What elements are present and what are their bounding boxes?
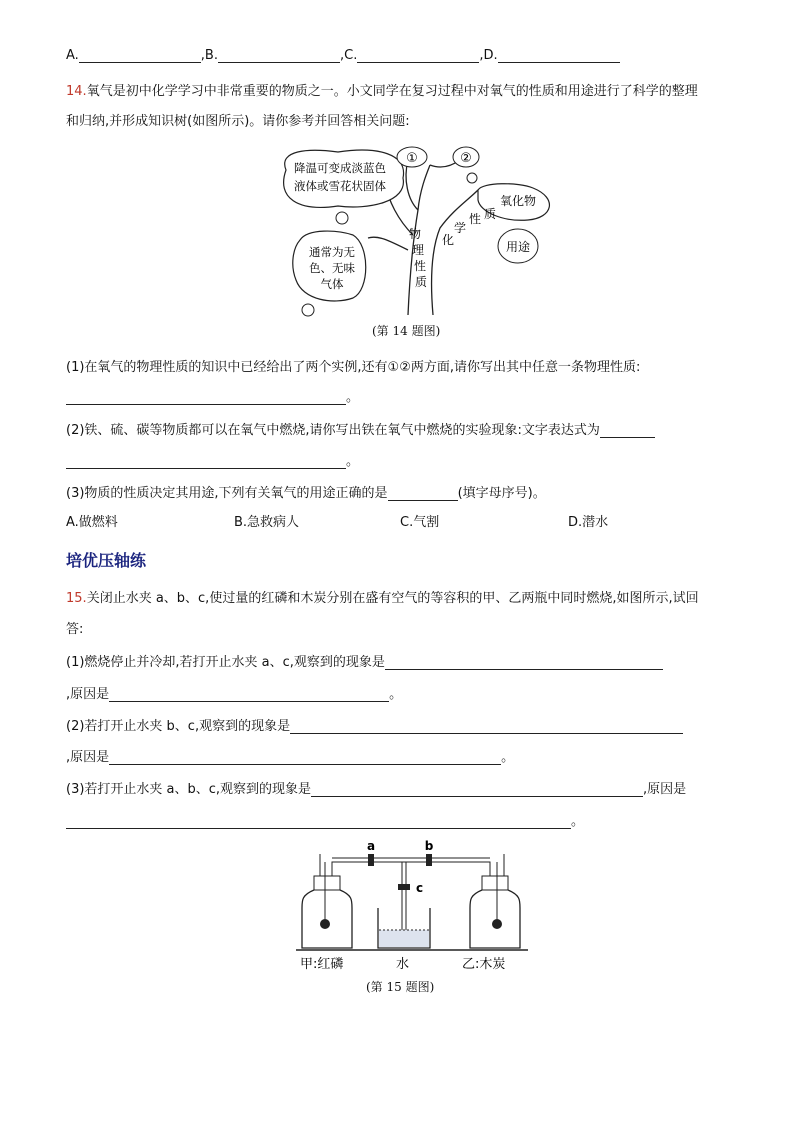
q14-part1 bbox=[66, 356, 640, 375]
q14-part2-text: (2)铁、硫、碳等物质都可以在氧气中燃烧,请你写出铁在氧气中燃烧的实验现象:文字表达式为 bbox=[66, 423, 600, 438]
apparatus-diagram bbox=[292, 840, 532, 975]
period: 。 bbox=[501, 750, 515, 765]
bottle-jia bbox=[302, 862, 352, 948]
oxygen-knowledge-tree bbox=[268, 140, 568, 320]
circle-1: ① bbox=[406, 151, 418, 166]
label-b: ,B. bbox=[200, 48, 218, 63]
option-b[interactable]: B.急救病人 bbox=[234, 515, 300, 530]
bubble2-line2: 色、无味 bbox=[309, 261, 355, 275]
reason-label: ,原因是 bbox=[643, 782, 687, 797]
q15-caption: (第 15 题图) bbox=[366, 980, 435, 994]
label-a: A. bbox=[66, 48, 79, 63]
q15-part3-reason bbox=[66, 810, 584, 829]
chemical-char: 化 bbox=[441, 233, 455, 247]
q14-part1-answer bbox=[66, 386, 359, 405]
option-d[interactable]: D.潜水 bbox=[568, 515, 609, 530]
blank-b[interactable] bbox=[218, 48, 340, 63]
beaker-water bbox=[378, 908, 430, 948]
q15-part2-reason-blank[interactable] bbox=[109, 750, 501, 765]
period: 。 bbox=[346, 390, 360, 405]
bubble1-line2: 液体或雪花状固体 bbox=[294, 179, 386, 193]
period: 。 bbox=[389, 687, 403, 702]
bottle-yi bbox=[470, 862, 520, 948]
q14-part2-blank[interactable] bbox=[600, 423, 655, 438]
chemical-char: 性 bbox=[468, 212, 482, 226]
q14-part3-text: (3)物质的性质决定其用途,下列有关氧气的用途正确的是 bbox=[66, 486, 388, 501]
q14-stem1: 氧气是初中化学学习中非常重要的物质之一。小文同学在复习过程中对氧气的性质和用途进行了科学的整理 bbox=[86, 84, 698, 99]
q15-number: 15. bbox=[66, 591, 87, 606]
section-heading: 培优压轴练 bbox=[66, 551, 147, 570]
period: 。 bbox=[571, 814, 585, 829]
clamp-b[interactable] bbox=[426, 854, 432, 866]
chemical-char: 学 bbox=[453, 221, 467, 235]
label-water: 水 bbox=[396, 957, 410, 972]
option-a[interactable]: A.做燃料 bbox=[66, 515, 118, 530]
label-b: b bbox=[424, 840, 434, 853]
bubble2-line1: 通常为无 bbox=[309, 245, 355, 259]
q15-part2 bbox=[66, 715, 683, 734]
q14-part2-answer bbox=[66, 450, 359, 469]
q15-part3-blank[interactable] bbox=[311, 782, 643, 797]
q15-part1-text: (1)燃烧停止并冷却,若打开止水夹 a、c,观察到的现象是 bbox=[66, 655, 385, 670]
q14-stem2: 和归纳,并形成知识树(如图所示)。请你参考并回答相关问题: bbox=[66, 114, 410, 129]
q15-part3-text: (3)若打开止水夹 a、b、c,观察到的现象是 bbox=[66, 782, 312, 797]
label-jia: 甲:红磷 bbox=[300, 957, 344, 972]
reason-label: ,原因是 bbox=[66, 687, 110, 702]
q15-part3 bbox=[66, 778, 686, 797]
q15-stem2: 答: bbox=[66, 622, 84, 637]
q14-caption: (第 14 题图) bbox=[372, 324, 441, 338]
q14-stem-line1 bbox=[66, 80, 698, 99]
label-a: a bbox=[366, 840, 376, 853]
q15-part3-reason-blank[interactable] bbox=[66, 814, 571, 829]
q15-part1 bbox=[66, 651, 663, 670]
label-d: ,D. bbox=[479, 48, 498, 63]
q14-part3-text2: (填字母序号)。 bbox=[457, 486, 546, 501]
q14-part3 bbox=[66, 482, 546, 501]
clamp-a[interactable] bbox=[368, 854, 374, 866]
q15-part1-reason-blank[interactable] bbox=[109, 687, 389, 702]
q15-stem-line2 bbox=[66, 618, 83, 637]
q15-stem-line1 bbox=[66, 587, 699, 606]
q15-part1-reason bbox=[66, 683, 402, 702]
bubble1-line1: 降温可变成淡蓝色 bbox=[294, 161, 386, 175]
q14-part1-text: (1)在氧气的物理性质的知识中已经给出了两个实例,还有①②两方面,请你写出其中任意一条物理性质: bbox=[66, 360, 641, 375]
q14-stem-line2 bbox=[66, 110, 410, 129]
q15-part2-reason bbox=[66, 746, 514, 765]
label-yi: 乙:木炭 bbox=[462, 957, 506, 972]
bubble2-line3: 气体 bbox=[320, 277, 344, 291]
option-c[interactable]: C.气割 bbox=[400, 515, 440, 530]
q14-number: 14. bbox=[66, 84, 87, 99]
label-c: ,C. bbox=[339, 48, 358, 63]
physical-char: 性 bbox=[413, 259, 427, 273]
reason-label: ,原因是 bbox=[66, 750, 110, 765]
q15-part1-blank[interactable] bbox=[385, 655, 663, 670]
q13-answer-line bbox=[66, 48, 620, 63]
physical-char: 质 bbox=[414, 275, 428, 289]
physical-char: 理 bbox=[411, 243, 425, 257]
chemical-char: 质 bbox=[483, 207, 497, 221]
clamp-c[interactable] bbox=[398, 884, 410, 890]
label-c: c bbox=[416, 881, 424, 895]
q14-part2-blank2[interactable] bbox=[66, 454, 346, 469]
circle-2: ② bbox=[460, 151, 472, 166]
q15-part2-blank[interactable] bbox=[290, 719, 683, 734]
q15-part2-text: (2)若打开止水夹 b、c,观察到的现象是 bbox=[66, 719, 291, 734]
blank-c[interactable] bbox=[357, 48, 479, 63]
period: 。 bbox=[346, 454, 360, 469]
q14-part2 bbox=[66, 419, 655, 438]
q14-part3-blank[interactable] bbox=[388, 486, 458, 501]
physical-char: 物 bbox=[408, 227, 422, 241]
use-label: 用途 bbox=[505, 240, 531, 254]
q14-part1-blank[interactable] bbox=[66, 390, 346, 405]
q15-stem1: 关闭止水夹 a、b、c,使过量的红磷和木炭分别在盛有空气的等容积的甲、乙两瓶中同时燃烧,如图所示,试回 bbox=[86, 591, 699, 606]
blank-d[interactable] bbox=[498, 48, 620, 63]
blank-a[interactable] bbox=[79, 48, 201, 63]
oxide-label: 氧化物 bbox=[499, 194, 537, 208]
